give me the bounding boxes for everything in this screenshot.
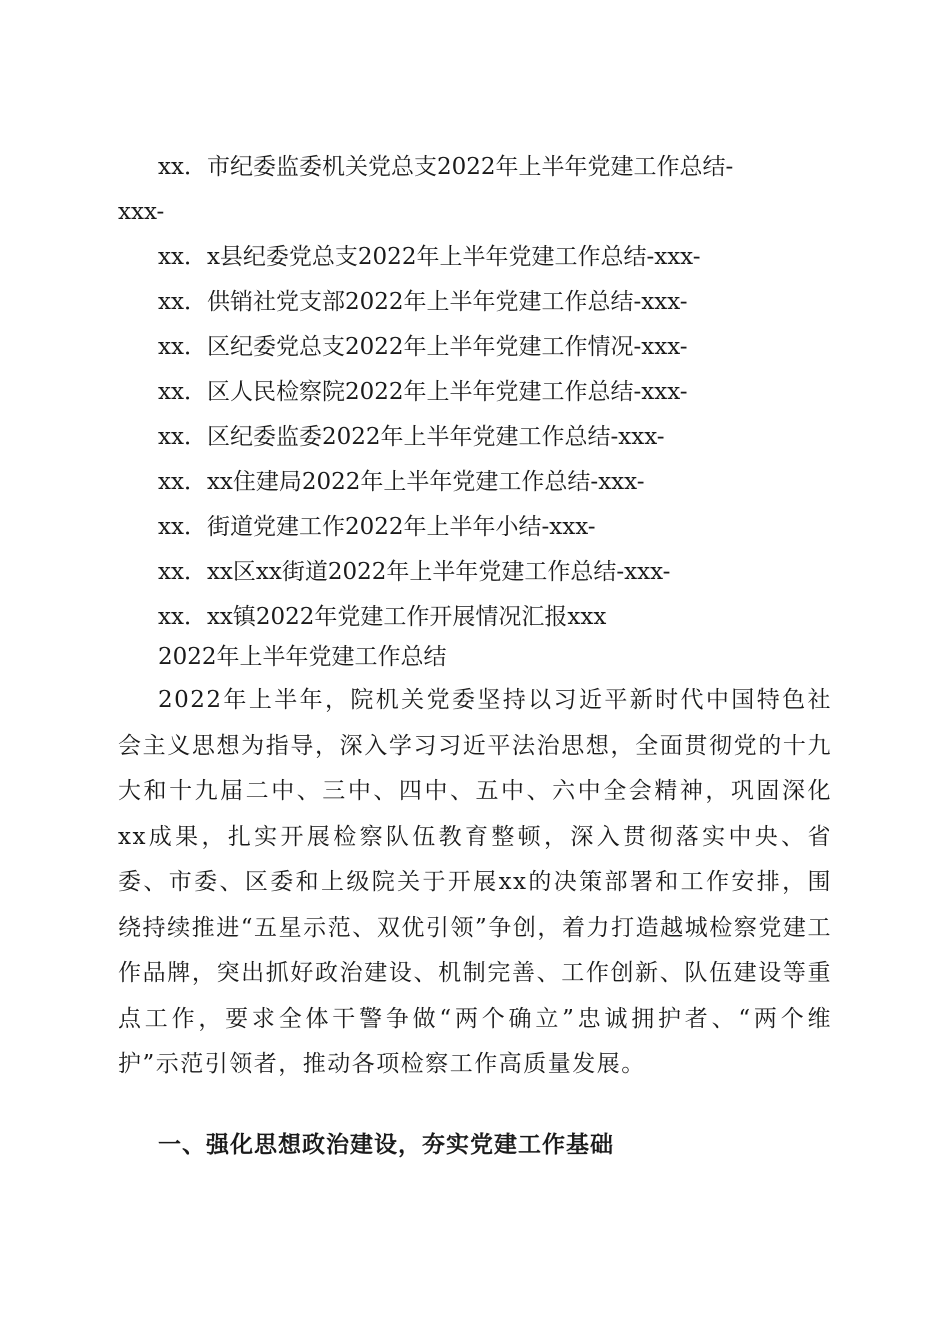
toc-item-1-line-1[interactable]: xx．市纪委监委机关党总支2022年上半年党建工作总结- — [158, 154, 734, 180]
toc-item-5[interactable]: xx．区人民检察院2022年上半年党建工作总结-xxx- — [158, 379, 688, 405]
toc-item-1-line-2[interactable]: xxx- — [118, 199, 165, 225]
toc-item-8[interactable]: xx．街道党建工作2022年上半年小结-xxx- — [158, 514, 596, 540]
toc-item-4[interactable]: xx．区纪委党总支2022年上半年党建工作情况-xxx- — [158, 334, 688, 360]
body-paragraph: 2022年上半年，院机关党委坚持以习近平新时代中国特色社会主义思想为指导，深入学习习近平法治思想，全面贯彻党的十九大和十九届二中、三中、四中、五中、六中全会精神，巩固深化xx成果，扎实开展检察队伍教育整顿，深入贯彻落实中央、省委、市委、区委和上级院关于开展xx的决策部署和工作安排，围绕持续推进“五星示范、双优引领”争创，着力打造越城检察党建工作品牌，突出抓好政治建设、机制完善、工作创新、队伍建设等重点工作，要求全体干警争做“两个确立”忠诚拥护者、“两个维护”示范引领者，推动各项检察工作高质量发展。 — [118, 687, 832, 1077]
toc-item-6[interactable]: xx．区纪委监委2022年上半年党建工作总结-xxx- — [158, 424, 665, 450]
toc-item-10[interactable]: xx．xx镇2022年党建工作开展情况汇报xxx — [158, 604, 607, 630]
table-of-contents — [118, 145, 838, 640]
document-title: 2022年上半年党建工作总结 — [158, 644, 447, 670]
toc-item-2[interactable]: xx．x县纪委党总支2022年上半年党建工作总结-xxx- — [158, 244, 701, 270]
section-heading: 一、强化思想政治建设，夯实党建工作基础 — [158, 1132, 614, 1158]
toc-item-7[interactable]: xx．xx住建局2022年上半年党建工作总结-xxx- — [158, 469, 645, 495]
toc-item-9[interactable]: xx．xx区xx街道2022年上半年党建工作总结-xxx- — [158, 559, 671, 585]
toc-item-3[interactable]: xx．供销社党支部2022年上半年党建工作总结-xxx- — [158, 289, 688, 315]
